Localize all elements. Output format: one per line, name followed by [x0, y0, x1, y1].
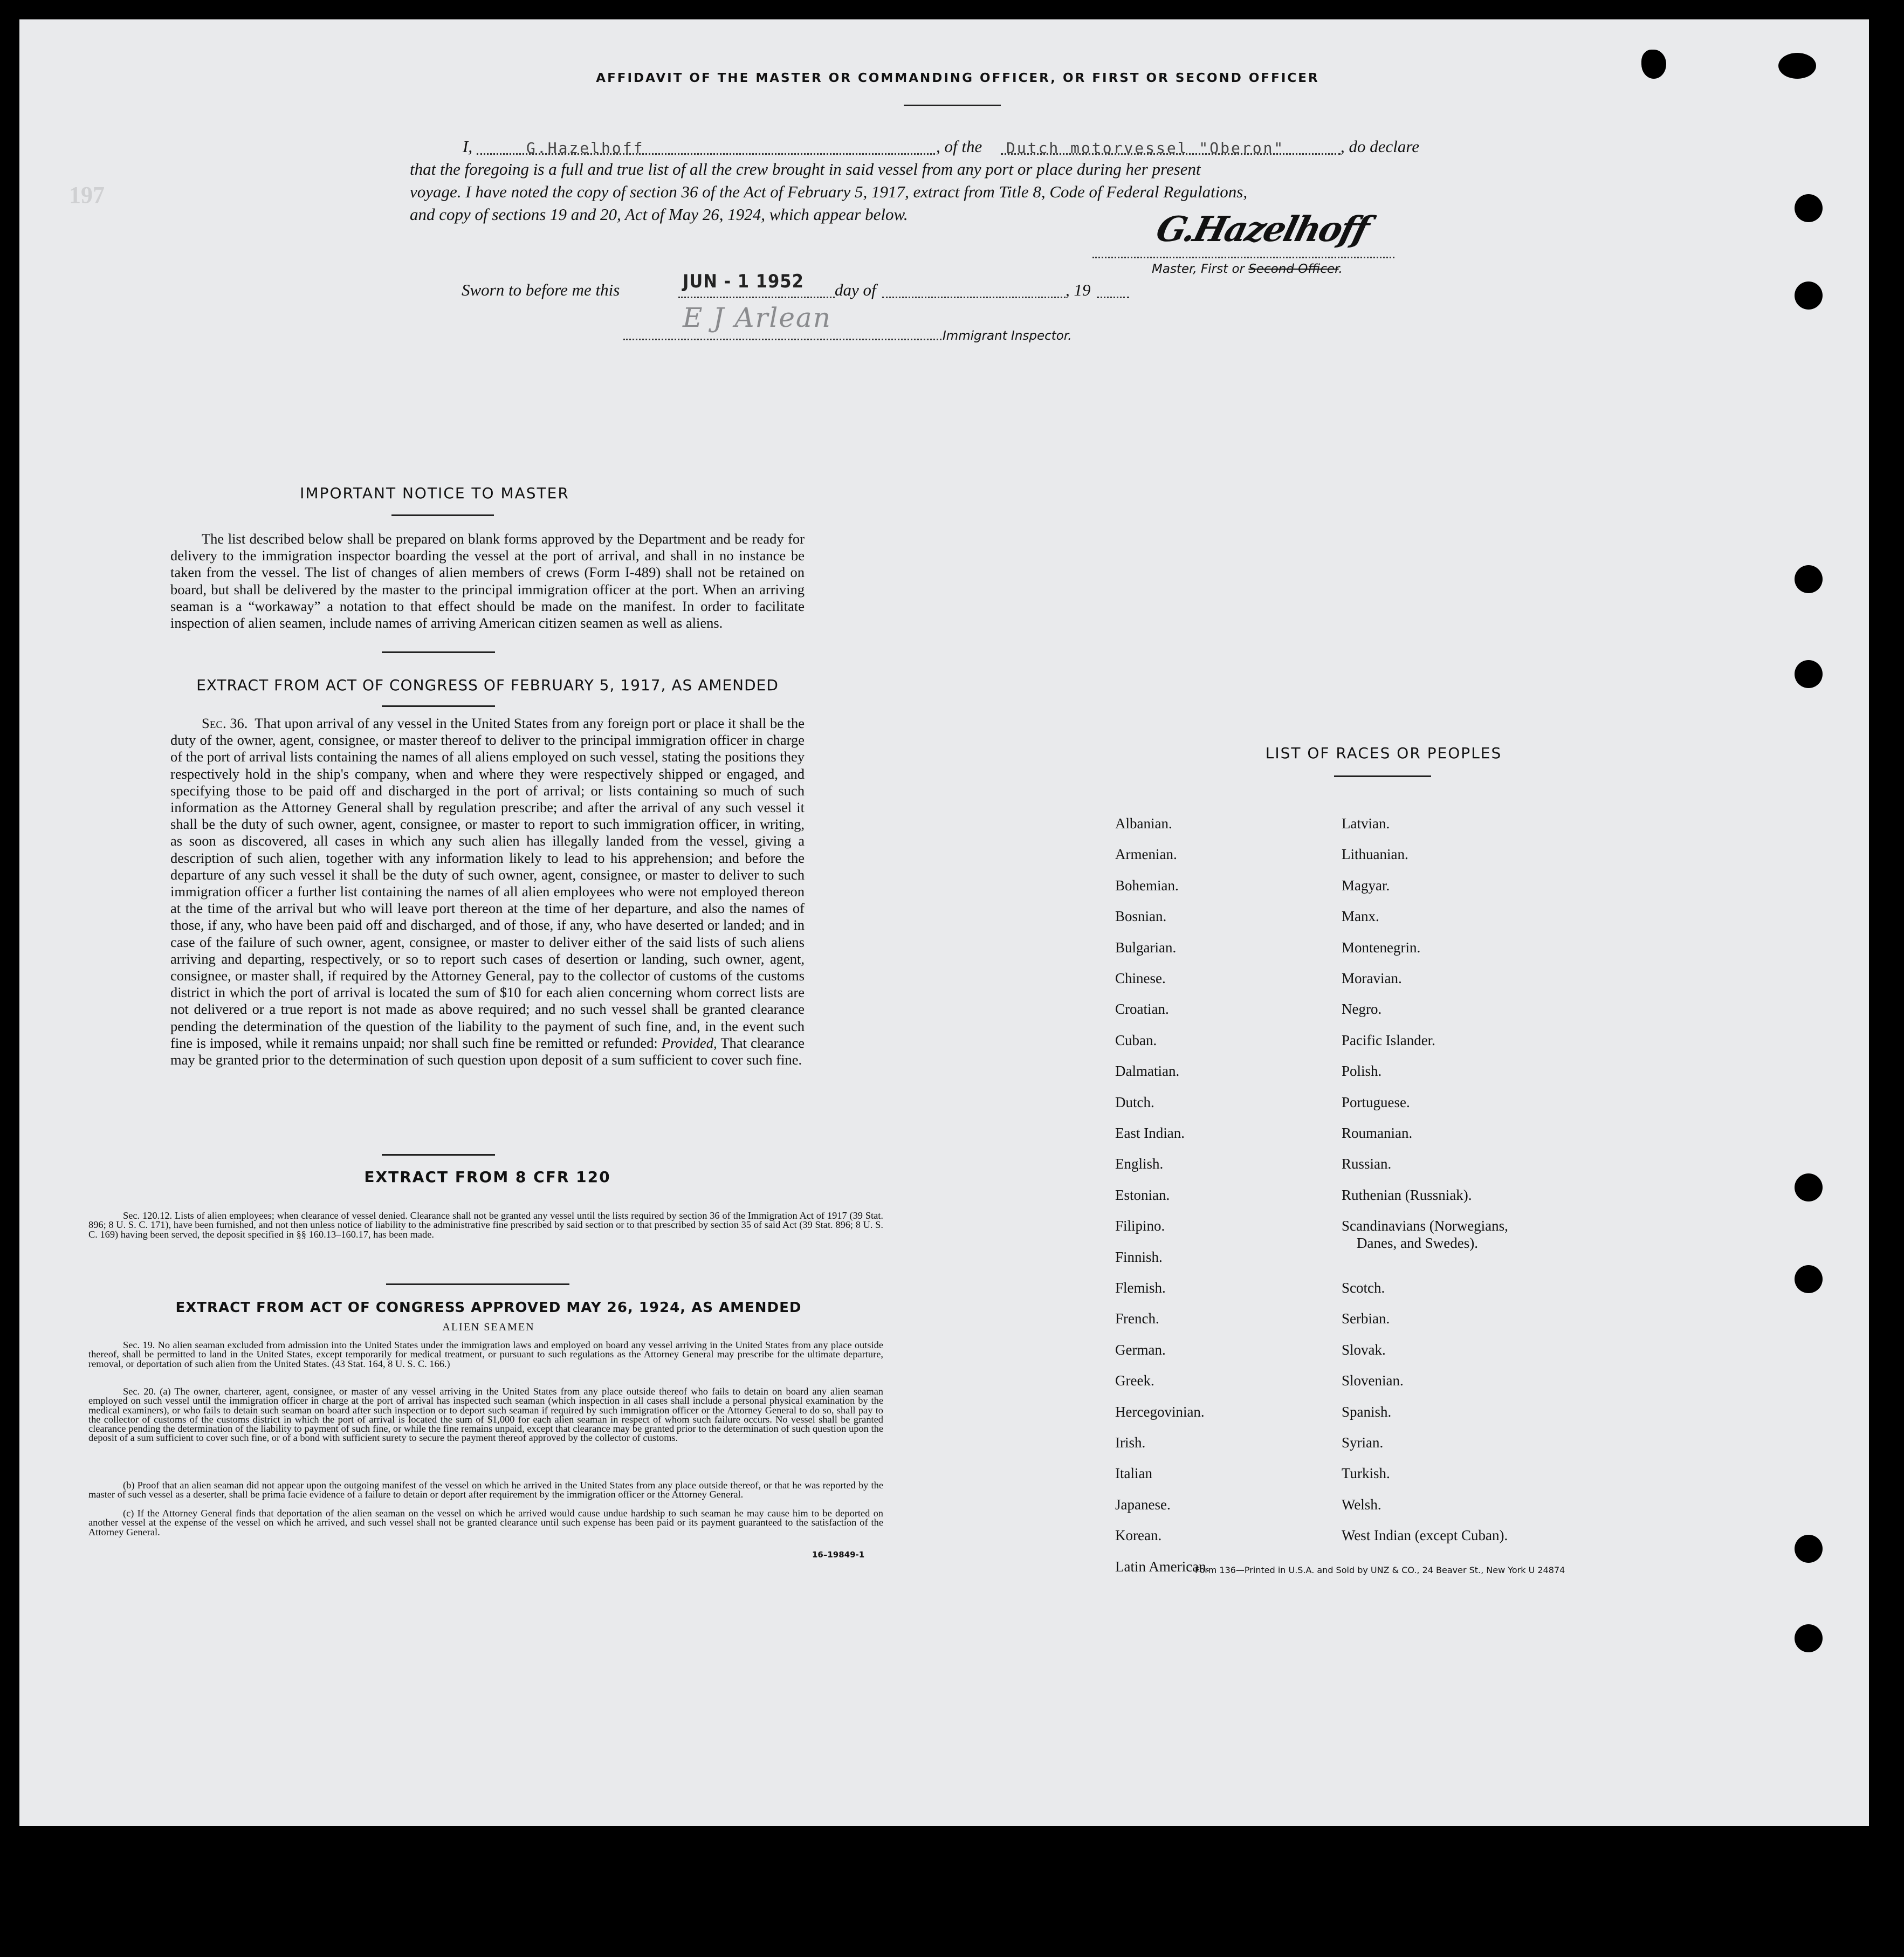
race-left-item: Japanese.: [1115, 1496, 1171, 1513]
extract-1917-heading: EXTRACT FROM ACT OF CONGRESS OF FEBRUARY 5, 1917, AS AMENDED: [196, 676, 779, 694]
race-right-item: Portuguese.: [1342, 1094, 1410, 1110]
race-right-item: Lithuanian.: [1342, 846, 1408, 863]
race-right-item: Latvian.: [1342, 815, 1390, 832]
race-left-item: Latin American.: [1115, 1558, 1210, 1575]
sec36-proviso-label: Provided,: [661, 1034, 717, 1051]
race-right-item: Pacific Islander.: [1342, 1032, 1435, 1048]
sec20a-paragraph: Sec. 20. (a) The owner, charterer, agent, consignee, or master of any vessel arriving in the United States from any place outside thereof who fails to detain on board any alien seaman employed on such vessel until the immigration officer in charge at the port of arrival has inspected such seaman (which inspection in all cases shall include a personal physical examination by the medical examiners), or who fails to detain such seaman on board after such inspection or to deport such seaman if required by such immigration officer or the Attorney General to do so, shall pay to the collector of customs of the customs district in which the port of arrival is located the sum of $1,000 for each alien seaman in respect of whom such failure occurs. No vessel shall be granted clearance pending the determination of the liability to payment of such fine, or while the fine remains unpaid, except that clearance may be granted prior to the determination of such question upon the deposit of a sum sufficient to cover such fine, or of a bond with sufficient surety to secure the payment thereof approved by the collector of customs.: [88, 1386, 883, 1444]
master-signature: G.Hazelhoff: [1152, 209, 1372, 250]
race-left-item: Hercegovinian.: [1115, 1403, 1205, 1420]
race-left-item: Korean.: [1115, 1527, 1162, 1544]
race-left-item: English.: [1115, 1156, 1164, 1172]
race-right-item: Scotch.: [1342, 1280, 1385, 1296]
cfr-divider: [386, 1283, 569, 1285]
extract-1924-subheading: ALIEN SEAMEN: [442, 1321, 535, 1333]
race-right-item: Russian.: [1342, 1156, 1392, 1172]
race-left-item: Albanian.: [1115, 815, 1172, 832]
races-heading: LIST OF RACES OR PEOPLES: [1265, 744, 1502, 762]
races-heading-rule: [1334, 775, 1431, 777]
punch-hole-2: [1795, 281, 1823, 310]
affidavit-heading: AFFIDAVIT OF THE MASTER OR COMMANDING OFFICER, OR FIRST OR SECOND OFFICER: [596, 71, 1319, 85]
do-declare-label: , do declare: [1341, 137, 1420, 156]
margin-page-number: 197: [69, 182, 105, 208]
race-right-item: Slovenian.: [1342, 1372, 1404, 1389]
master-caption: [1152, 262, 1343, 276]
race-right-item: West Indian (except Cuban).: [1342, 1527, 1508, 1544]
sec36-proviso-text: That clearance may be granted prior to the determination of such question upon deposit of a sum sufficient to cover such fine.: [170, 1034, 805, 1068]
race-left-item: Bulgarian.: [1115, 939, 1177, 956]
punch-hole-1: [1795, 194, 1823, 222]
sec19-paragraph: Sec. 19. No alien seaman excluded from admission into the United States under the immigration laws and employed on board any vessel arriving in the United States from any place outside thereof, shall be permitted to land in the United States, except temporarily for medical treatment, or pursuant to such regulations as the Attorney General may prescribe for the ultimate departure, removal, or deportation of such alien from the United States. (43 Stat. 164, 8 U. S. C. 166.): [88, 1340, 883, 1369]
master-caption-text: Master, First or: [1152, 262, 1249, 276]
race-left-item: Finnish.: [1115, 1248, 1163, 1265]
date-stamp: JUN - 1 1952: [683, 271, 804, 292]
race-left-item: Chinese.: [1115, 970, 1166, 986]
notice-paragraph: The list described below shall be prepared on blank forms approved by the Department and be ready for delivery to the immigration inspector boarding the vessel at the port of arrival, and shall in no instance be taken from the vessel. The list of changes of alien members of crews (Form I-489) shall not be retained on board, but shall be delivered by the master to the principal immigration officer at the port. When an arriving seaman is a “workaway” a notation to that effect should be made on the manifest. In order to facilitate inspection of alien seamen, include names of arriving American citizen seamen as well as aliens.: [170, 531, 805, 631]
of-the-label: , of the: [936, 137, 982, 156]
race-left-item: German.: [1115, 1341, 1166, 1358]
sec36-label: Sec. 36.: [202, 715, 248, 731]
affidavit-i-label: I,: [463, 137, 473, 156]
extract-1917-divider: [382, 1154, 495, 1156]
punch-hole-7: [1795, 1535, 1823, 1563]
race-left-item: Dutch.: [1115, 1094, 1154, 1110]
race-right-item: Magyar.: [1342, 877, 1390, 894]
print-code: 16–19849-1: [812, 1550, 865, 1560]
notice-divider: [382, 651, 495, 653]
race-right-item: Scandinavians (Norwegians,: [1342, 1218, 1508, 1234]
race-left-item: Dalmatian.: [1115, 1063, 1180, 1080]
affidavit-heading-rule: [904, 105, 1001, 106]
race-right-item: Manx.: [1342, 908, 1379, 925]
sec20c-paragraph: (c) If the Attorney General finds that deportation of the alien seaman on the vessel on which he arrived would cause undue hardship to such seaman he may cause him to be deported on another vessel at the expense of the vessel on which he arrived, and such vessel shall not be granted clearance until such expense has been paid or its payment guaranteed to the satisfaction of the Attorney General.: [88, 1508, 883, 1537]
declarant-name: G.Hazelhoff: [526, 139, 644, 157]
race-right-item: Syrian.: [1342, 1434, 1384, 1451]
master-caption-end: .: [1338, 262, 1343, 276]
punch-hole-4: [1795, 660, 1823, 688]
race-left-item: Bosnian.: [1115, 908, 1167, 925]
notice-heading: IMPORTANT NOTICE TO MASTER: [300, 484, 569, 502]
race-left-item: French.: [1115, 1310, 1159, 1327]
punch-hole-5: [1795, 1173, 1823, 1201]
race-left-item: Bohemian.: [1115, 877, 1179, 894]
sec36-text: That upon arrival of any vessel in the United States from any foreign port or place it shall be the duty of the owner, agent, consignee, or master thereof to deliver to the principal immigration officer in charge of the port of arrival lists containing the names of all aliens employed on such vessel, stating the positions they respectively hold in the ship's company, when and where they were respectively shipped or engaged, and specifying those to be paid off and discharged in the port of arrival; or lists containing so much of such information as the Attorney General shall by regulation prescribe; and after the arrival of any such vessel it shall be the duty of such owner, agent, consignee, or master to report to such immigration officer, in writing, as soon as discovered, all cases in which any such alien has illegally landed from the vessel, giving a description of such alien, together with any information likely to lead to his apprehension; and before the departure of any such vessel it shall be the duty of such owner, agent, consignee, or master to deliver to such immigration officer a further list containing the names of all alien employees who were not employed thereon at the time of the arrival but who will leave port thereon at the time of her departure, and also the names of those, if any, who have been paid off and discharged, and of those, if any, who have deserted or landed; and in case of the failure of such owner, agent, consignee, or master to deliver either of the said lists of such aliens arriving and departing, respectively, or so to report such cases of desertion or landing, such owner, agent, consignee, or master shall, if required by the Attorney General, pay to the collector of customs of the customs district in which the port of arrival is located the sum of $10 for each alien concerning whom correct lists are not delivered or a true report is not made as above required; and no such vessel shall be granted clearance pending the determination of the question of the liability to the payment of such fine, and, in the event such fine is imposed, while it remains unpaid; nor shall such fine be remitted or refunded:: [170, 715, 805, 1051]
master-signature-line: [1092, 257, 1394, 258]
sec20b-paragraph: (b) Proof that an alien seaman did not appear upon the outgoing manifest of the vessel on which he arrived in the United States from any place outside thereof, or that he was reported by the master of such vessel as a deserter, shall be prima facie evidence of a failure to detain or deport after requirement by the immigration officer or the Attorney General.: [88, 1480, 883, 1500]
sworn-year-line: [1097, 297, 1129, 298]
race-left-item: Cuban.: [1115, 1032, 1157, 1048]
race-right-item: Roumanian.: [1342, 1125, 1413, 1141]
race-right-item: Spanish.: [1342, 1403, 1392, 1420]
race-left-item: Estonian.: [1115, 1186, 1170, 1203]
punch-hole-8: [1795, 1624, 1823, 1652]
race-left-item: Greek.: [1115, 1372, 1154, 1389]
affidavit-body-line-2: voyage. I have noted the copy of section 36 of the Act of February 5, 1917, extract from Title 8, Code of Federal Regulations,: [410, 182, 1248, 201]
year-label: , 19: [1066, 280, 1091, 299]
race-left-item: Irish.: [1115, 1434, 1146, 1451]
race-right-item: Serbian.: [1342, 1310, 1390, 1327]
top-notch-2: [1778, 53, 1816, 79]
race-left-item: Flemish.: [1115, 1280, 1166, 1296]
affidavit-body-line-1: that the foregoing is a full and true list of all the crew brought in said vessel from any port or place during her present: [410, 160, 1201, 178]
race-right-item: Ruthenian (Russniak).: [1342, 1186, 1472, 1203]
race-right-item: Polish.: [1342, 1063, 1382, 1080]
race-right-item: Negro.: [1342, 1001, 1382, 1018]
inspector-line: [623, 339, 941, 340]
race-left-item: Croatian.: [1115, 1001, 1169, 1018]
race-right-item: Moravian.: [1342, 970, 1402, 986]
vessel-name: Dutch motorvessel "Oberon": [1006, 139, 1285, 157]
affidavit-body-line-3: and copy of sections 19 and 20, Act of May 26, 1924, which appear below.: [410, 205, 908, 224]
race-left-item: East Indian.: [1115, 1125, 1185, 1141]
document-page: [19, 19, 1869, 1826]
top-notch-1: [1641, 50, 1666, 79]
race-right-item: Montenegrin.: [1342, 939, 1421, 956]
extract-1917-paragraph: [170, 715, 805, 1068]
sworn-day-line: [678, 297, 835, 298]
sworn-month-line: [882, 297, 1066, 298]
punch-hole-6: [1795, 1265, 1823, 1293]
race-right-item: Slovak.: [1342, 1341, 1386, 1358]
inspector-signature: E J Arlean: [683, 302, 831, 333]
inspector-caption: Immigrant Inspector.: [943, 329, 1072, 343]
sworn-label: Sworn to before me this: [462, 280, 620, 299]
master-caption-struck: Second Officer: [1248, 262, 1339, 276]
race-left-item: Filipino.: [1115, 1218, 1165, 1234]
extract-1924-heading: EXTRACT FROM ACT OF CONGRESS APPROVED MAY 26, 1924, AS AMENDED: [175, 1300, 802, 1316]
day-of-label: day of: [835, 280, 876, 299]
cfr-paragraph: Sec. 120.12. Lists of alien employees; when clearance of vessel denied. Clearance shall not be granted any vessel until the lists required by section 36 of the Immigration Act of 1917 (39 Stat. 896; 8 U. S. C. 171), have been furnished, and not then unless notice of liability to the administrative fine prescribed by said section or to that prescribed by section 35 of said Act (39 Stat. 896; 8 U. S. C. 169) having been served, the deposit specified in §§ 160.13–160.17, has been made.: [88, 1210, 883, 1240]
form-footer: Form 136—Printed in U.S.A. and Sold by UNZ & CO., 24 Beaver St., New York U 24874: [1195, 1565, 1565, 1575]
notice-heading-rule: [391, 514, 494, 516]
cfr-heading: EXTRACT FROM 8 CFR 120: [364, 1168, 611, 1186]
extract-1917-heading-rule: [382, 705, 495, 707]
race-left-item: Armenian.: [1115, 846, 1177, 863]
race-left-item: Italian: [1115, 1465, 1152, 1482]
race-right-item: Danes, and Swedes).: [1357, 1235, 1478, 1252]
race-right-item: Turkish.: [1342, 1465, 1390, 1482]
punch-hole-3: [1795, 565, 1823, 593]
race-right-item: Welsh.: [1342, 1496, 1381, 1513]
